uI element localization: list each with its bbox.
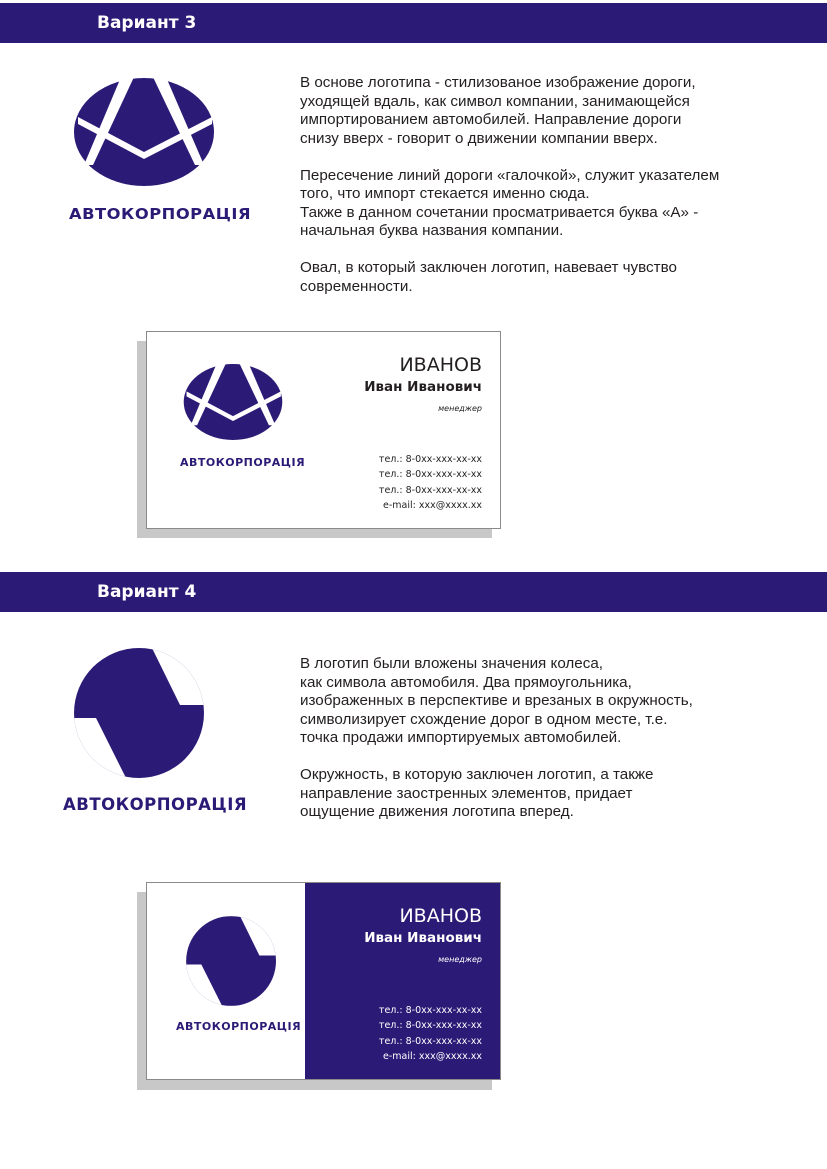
variant3-paragraph-1: В основе логотипа - стилизованое изображение дороги, уходящей вдаль, как символ компании, занимающейся импортированием автомобилей. Направление дороги снизу вверх - говорит о движении компании вверх. <box>300 74 696 147</box>
card-contacts <box>379 452 482 513</box>
variant3-business-card <box>146 331 501 529</box>
card-surname: ИВАНОВ <box>399 905 482 927</box>
variant3-title: Вариант 3 <box>97 13 197 33</box>
card-logo-wordmark: АВТОКОРПОРАЦІЯ <box>176 1020 302 1033</box>
card-full-name: Иван Иванович <box>364 930 482 946</box>
card-surname: ИВАНОВ <box>399 354 482 376</box>
variant3-description <box>300 74 719 315</box>
card-logo-wordmark: АВТОКОРПОРАЦІЯ <box>180 456 306 469</box>
card-contacts <box>379 1003 482 1064</box>
variant4-header-band <box>0 572 827 612</box>
card-phone-2: тел.: 8-0хх-ххх-хх-хх <box>378 1020 482 1032</box>
circle-arrows-logo-icon <box>68 648 204 778</box>
card-circle-arrows-logo-icon <box>182 915 276 1007</box>
variant4-logo-wordmark: АВТОКОРПОРАЦІЯ <box>63 795 248 814</box>
card-full-name: Иван Иванович <box>364 379 482 395</box>
variant4-paragraph-2: Окружность, в которую заключен логотип, а также направление заостренных элементов, придает ощущение движения логотипа вперед. <box>300 766 654 820</box>
variant3-paragraph-3: Овал, в который заключен логотип, навевает чувство современности. <box>300 259 677 295</box>
variant3-header-band <box>0 3 827 43</box>
card-position: менеджер <box>438 955 482 964</box>
variant4-description <box>300 655 693 840</box>
card-email: e-mail: ххх@хххх.хх <box>383 499 482 511</box>
card-phone-1: тел.: 8-0хх-ххх-хх-хх <box>378 454 482 465</box>
card-phone-2: тел.: 8-0хх-ххх-хх-хх <box>378 469 482 481</box>
variant4-title: Вариант 4 <box>97 582 197 602</box>
card-phone-3: тел.: 8-0хх-ххх-хх-хх <box>378 1035 482 1047</box>
variant4-business-card <box>146 882 501 1080</box>
variant4-paragraph-1: В логотип были вложены значения колеса, как символа автомобиля. Два прямоугольника, изображенных в перспективе и врезаных в окружность, символизирует схождение дорог в одном месте, т.е. точка продажи импортируемых автомобилей. <box>300 655 693 746</box>
oval-road-logo-icon <box>73 77 215 187</box>
variant3-paragraph-2: Пересечение линий дороги «галочкой», служит указателем того, что импорт стекается именно сюда. Также в данном сочетании просматривается буква «А» - начальная буква названия компании. <box>300 166 720 239</box>
card-phone-3: тел.: 8-0хх-ххх-хх-хх <box>378 484 482 496</box>
variant3-logo-wordmark: АВТОКОРПОРАЦІЯ <box>69 205 252 223</box>
card-oval-road-logo-icon <box>183 363 283 441</box>
card-email: e-mail: ххх@хххх.хх <box>383 1050 482 1062</box>
card-phone-1: тел.: 8-0хх-ххх-хх-хх <box>378 1005 482 1016</box>
card-position: менеджер <box>438 404 482 413</box>
